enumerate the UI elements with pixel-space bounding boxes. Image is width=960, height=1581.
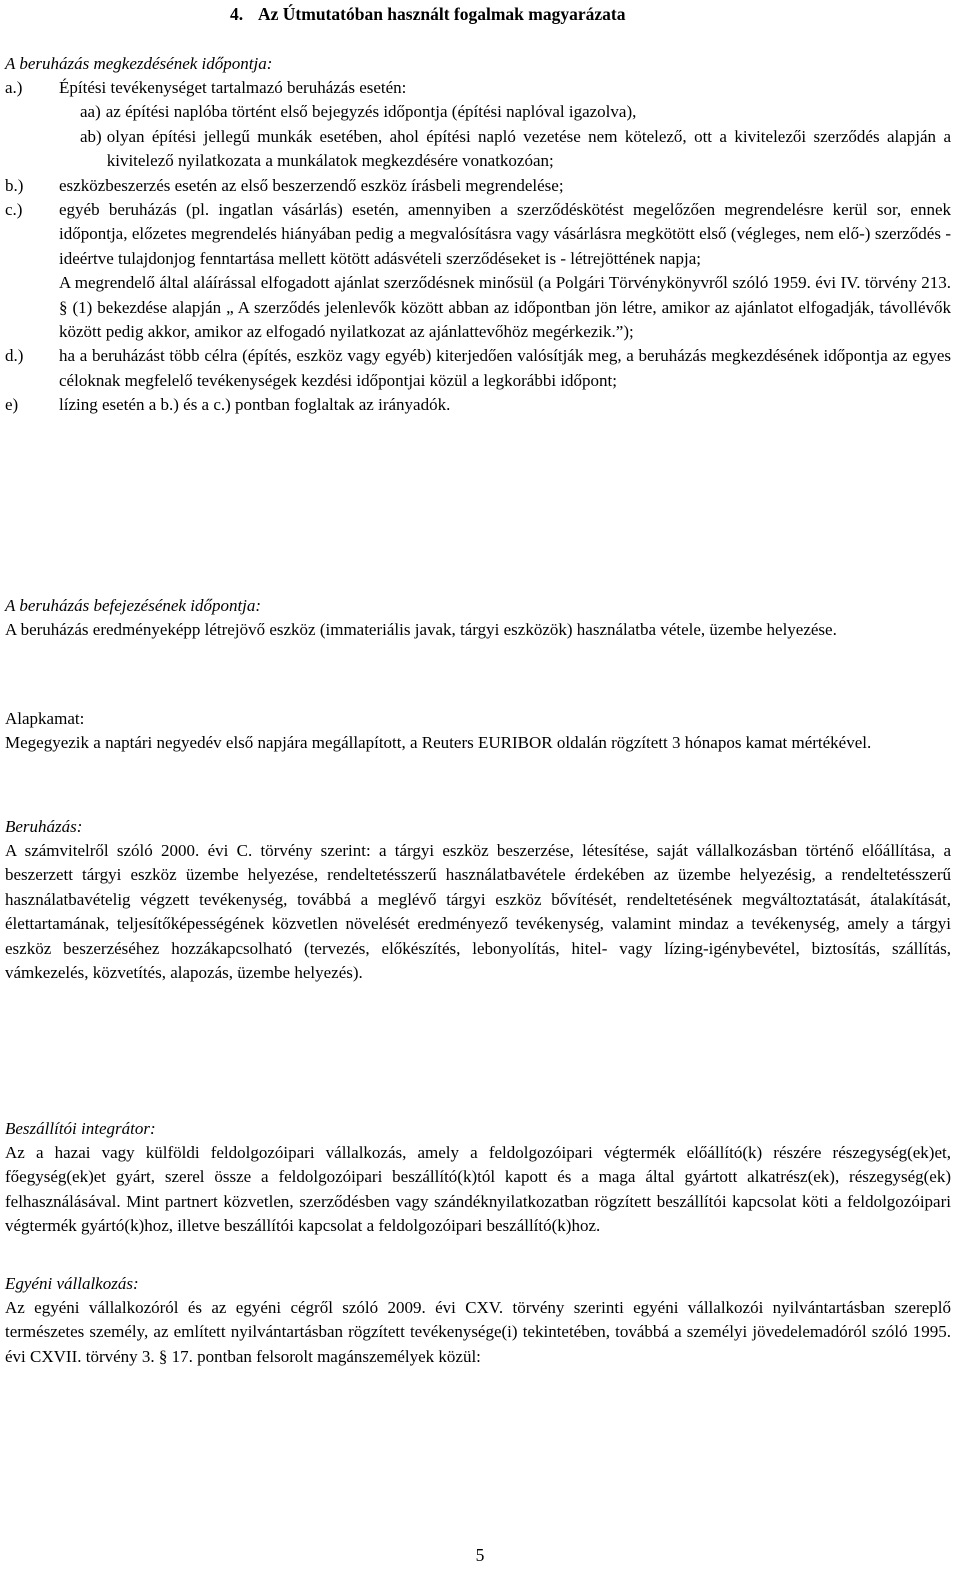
investment-title: Beruházás: [5, 817, 83, 836]
end-date-text: A beruházás eredményeképp létrejövő eszköz (immateriális javak, tárgyi eszközök) használatba vétele, üzembe helyezése. [5, 620, 837, 639]
list-text: Építési tevékenységet tartalmazó beruházás esetén: [59, 78, 407, 97]
list-item-d [5, 344, 951, 393]
sub-label: ab) [80, 126, 102, 146]
list-item-c [5, 198, 951, 271]
base-rate-title: Alapkamat: [5, 709, 85, 728]
list-text: ha a beruházást több célra (építés, eszköz vagy egyéb) kiterjedően valósítják meg, a beruházás megkezdésének időpontja az egyes céloknak megfelelő tevékenységek kezdési időpontjai közül a legkorábbi időpont; [59, 346, 951, 390]
list-text: egyéb beruházás (pl. ingatlan vásárlás) esetén, amennyiben a szerződéskötést megelőzően megrendelésre kerül sor, ennek időpontja, előzetes megrendelés hiányában pedig a megvalósításra vagy vásárlásra megkötött első (végleges, nem elő-) szerződés - ideértve tulajdonjog fenntartása mellett kötött adásvételi szerződéseket is - létrejöttének napja; [59, 200, 951, 268]
chapter-title: Az Útmutatóban használt fogalmak magyarázata [258, 4, 626, 24]
list-text: lízing esetén a b.) és a c.) pontban foglaltak az irányadók. [59, 395, 451, 415]
list-item-a [5, 76, 951, 100]
chapter-number: 4. [230, 4, 244, 24]
list-text: eszközbeszerzés esetén az első beszerzendő eszköz írásbeli megrendelése; [59, 175, 564, 195]
start-date-section [5, 52, 951, 418]
list-item-c-note [5, 271, 951, 344]
list-item-e [5, 393, 951, 417]
sole-proprietor-title: Egyéni vállalkozás: [5, 1274, 139, 1293]
end-date-title: A beruházás befejezésének időpontja: [5, 596, 262, 615]
list-label: c.) [5, 200, 23, 220]
list-item-ab [5, 125, 951, 174]
list-label: a.) [5, 78, 23, 97]
page-number: 5 [475, 1545, 485, 1565]
start-date-title: A beruházás megkezdésének időpontja: [5, 54, 273, 73]
list-label: b.) [5, 175, 24, 195]
investment-section [5, 815, 951, 985]
list-label: d.) [5, 346, 24, 366]
sole-proprietor-section [5, 1272, 951, 1369]
list-item-b [5, 174, 951, 198]
sole-proprietor-text: Az egyéni vállalkozóról és az egyéni cégről szóló 2009. évi CXV. törvény szerinti egyéni vállalkozói nyilvántartásban szereplő természetes személy, az említett nyilvántartásban rögzített tevékenysége(i) tekintetében, továbbá a személyi jövedelemadóról szóló 1995. évi CXVII. törvény 3. § 17. pontban felsorolt magánszemélyek közül: [5, 1298, 951, 1366]
end-date-section [5, 594, 951, 642]
investment-text: A számvitelről szóló 2000. évi C. törvény szerint: a tárgyi eszköz beszerzése, létesítése, saját vállalkozásban történő előállítása, a beszerzett tárgyi eszköz üzembe helyezése, rendeltetésszerű használatbavétele érdekében az üzembe helyezésig, a rendeltetésszerű használatbavételig végzett tevékenység, továbbá a meglévő tárgyi eszköz bővítését, rendeltetésének megváltoztatását, átalakítását, élettartamának, teljesítőképességének közvetlen növelését eredményező tevékenység, valamint mindaz a tevékenység, amely a tárgyi eszköz beszerzéséhez hozzákapcsolható (tervezés, előkészítés, lebonyolítás, hitel- vagy lízing-igénybevétel, biztosítás, szállítás, vámkezelés, közvetítés, alapozás, üzembe helyezés). [5, 841, 951, 983]
sub-text: az építési naplóba történt első bejegyzés időpontja (építési naplóval igazolva), [105, 102, 637, 122]
supplier-integrator-section [5, 1117, 951, 1239]
list-label: e) [5, 395, 19, 415]
base-rate-section [5, 707, 951, 755]
supplier-integrator-title: Beszállítói integrátor: [5, 1119, 156, 1138]
supplier-integrator-text: Az a hazai vagy külföldi feldolgozóipari vállalkozás, amely a feldolgozóipari végtermék előállító(k) részére részegység(ek)et, főegység(ek)et gyárt, szerel össze a feldolgozóipari beszállító(k)tól kapott és a maga által gyártott alkatrész(ek), részegység(ek) felhasználásával. Mint partnert közvetlen, szerződésben vagy szándéknyilatkozatban rögzített beszállítói kapcsolat köti a feldolgozóipari végtermék gyártó(k)hoz, illetve beszállítói kapcsolat a feldolgozóipari beszállító(k)hoz. [5, 1143, 951, 1236]
sub-text: olyan építési jellegű munkák esetében, ahol építési napló vezetése nem kötelező, ott a kivitelezői szerződés alapján a kivitelező nyilatkozata a munkálatok megkezdésére vonatkozóan; [106, 126, 951, 171]
list-text: A megrendelő által aláírással elfogadott ajánlat szerződésnek minősül (a Polgári Törvénykönyvről szóló 1959. évi IV. törvény 213. § (1) bekezdése alapján „ A szerződés jelenlevők között abban az időpontban jön létre, amikor az ajánlatot elfogadják, távollévők között pedig akkor, amikor az elfogadó nyilatkozat az ajánlattevőhöz megérkezik.”); [59, 273, 951, 342]
base-rate-text: Megegyezik a naptári negyedév első napjára megállapított, a Reuters EURIBOR oldalán rögzített 3 hónapos kamat mértékével. [5, 733, 872, 752]
sub-label: aa) [80, 102, 101, 122]
list-item-aa [5, 100, 951, 124]
chapter-heading [230, 2, 625, 26]
